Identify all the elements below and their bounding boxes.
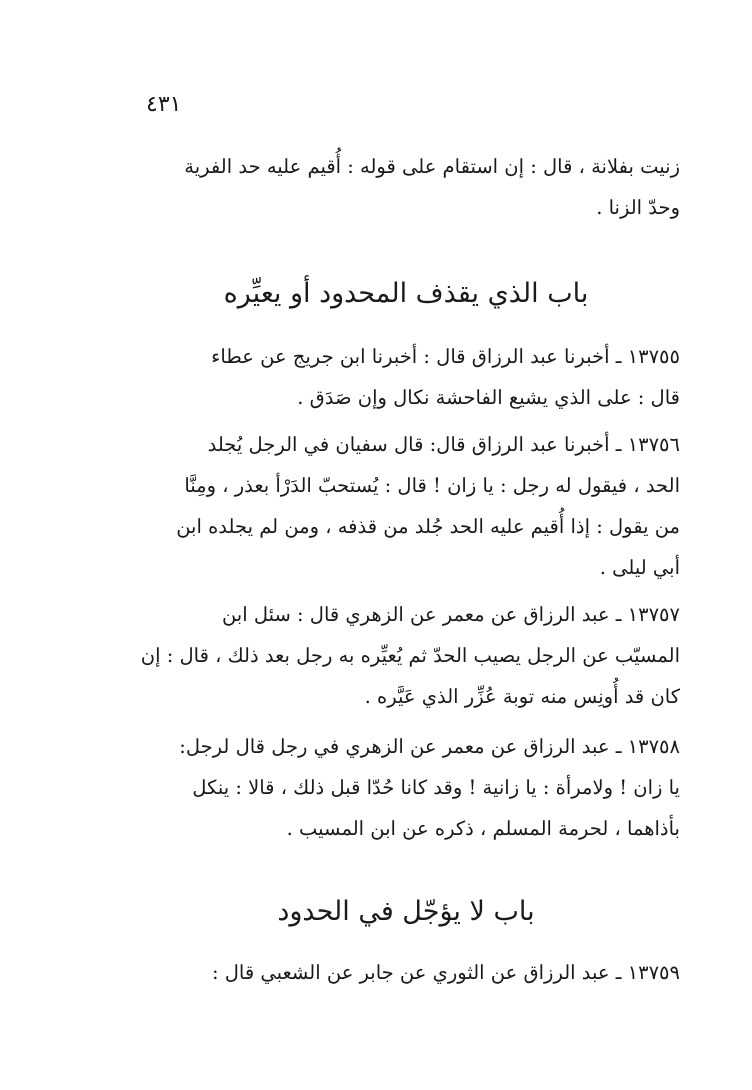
section-heading: باب الذي يقذف المحدود أو يعيِّره bbox=[223, 278, 589, 309]
text-line: بأذاهما ، لحرمة المسلم ، ذكره عن ابن المسيب . bbox=[286, 817, 680, 840]
page-number: ٤٣١ bbox=[146, 92, 182, 117]
text-line: أبي ليلى . bbox=[599, 556, 680, 579]
text-line: ١٣٧٥٥ ـ أخبرنا عبد الرزاق قال : أخبرنا ابن جريج عن عطاء bbox=[211, 345, 680, 368]
hadith-entry bbox=[132, 336, 680, 418]
text-line: ١٣٧٥٦ ـ أخبرنا عبد الرزاق قال: قال سفيان في الرجل يُجلد bbox=[207, 433, 680, 456]
text-line: المسيّب عن الرجل يصيب الحدّ ثم يُعيِّره به رجل بعد ذلك ، قال : إن bbox=[140, 644, 680, 667]
text-line: ١٣٧٥٩ ـ عبد الرزاق عن الثوري عن جابر عن الشعبي قال : bbox=[211, 961, 680, 984]
text-line: يا زان ! ولامرأة : يا زانية ! وقد كانا حُدّا قبل ذلك ، قالا : ينكل bbox=[192, 776, 680, 799]
text-line: وحدّ الزنا . bbox=[596, 196, 680, 219]
text-line: كان قد أُونِس منه توبة عُزِّر الذي عَيَّره . bbox=[364, 685, 680, 708]
hadith-entry bbox=[132, 726, 680, 849]
text-line: الحد ، فيقول له رجل : يا زان ! قال : يُستحبّ الدَرْأ بعذر ، ومِنَّا bbox=[184, 474, 680, 497]
hadith-entry bbox=[132, 594, 680, 717]
text-line: زنيت بفلانة ، قال : إن استقام على قوله : أُقيم عليه حد الفرية bbox=[184, 155, 680, 178]
text-line: ١٣٧٥٨ ـ عبد الرزاق عن معمر عن الزهري في رجل قال لرجل: bbox=[179, 735, 680, 758]
text-line: ١٣٧٥٧ ـ عبد الرزاق عن معمر عن الزهري قال : سئل ابن bbox=[221, 603, 680, 626]
hadith-entry bbox=[132, 952, 680, 993]
text-line: من يقول : إذا أُقيم عليه الحد جُلد من قذفه ، ومن لم يجلده ابن bbox=[176, 515, 680, 538]
text-line: قال : على الذي يشيع الفاحشة نكال وإن صَدَق . bbox=[297, 386, 680, 409]
section-heading: باب لا يؤجّل في الحدود bbox=[277, 896, 535, 927]
intro-paragraph bbox=[132, 146, 680, 228]
hadith-entry bbox=[132, 424, 680, 588]
